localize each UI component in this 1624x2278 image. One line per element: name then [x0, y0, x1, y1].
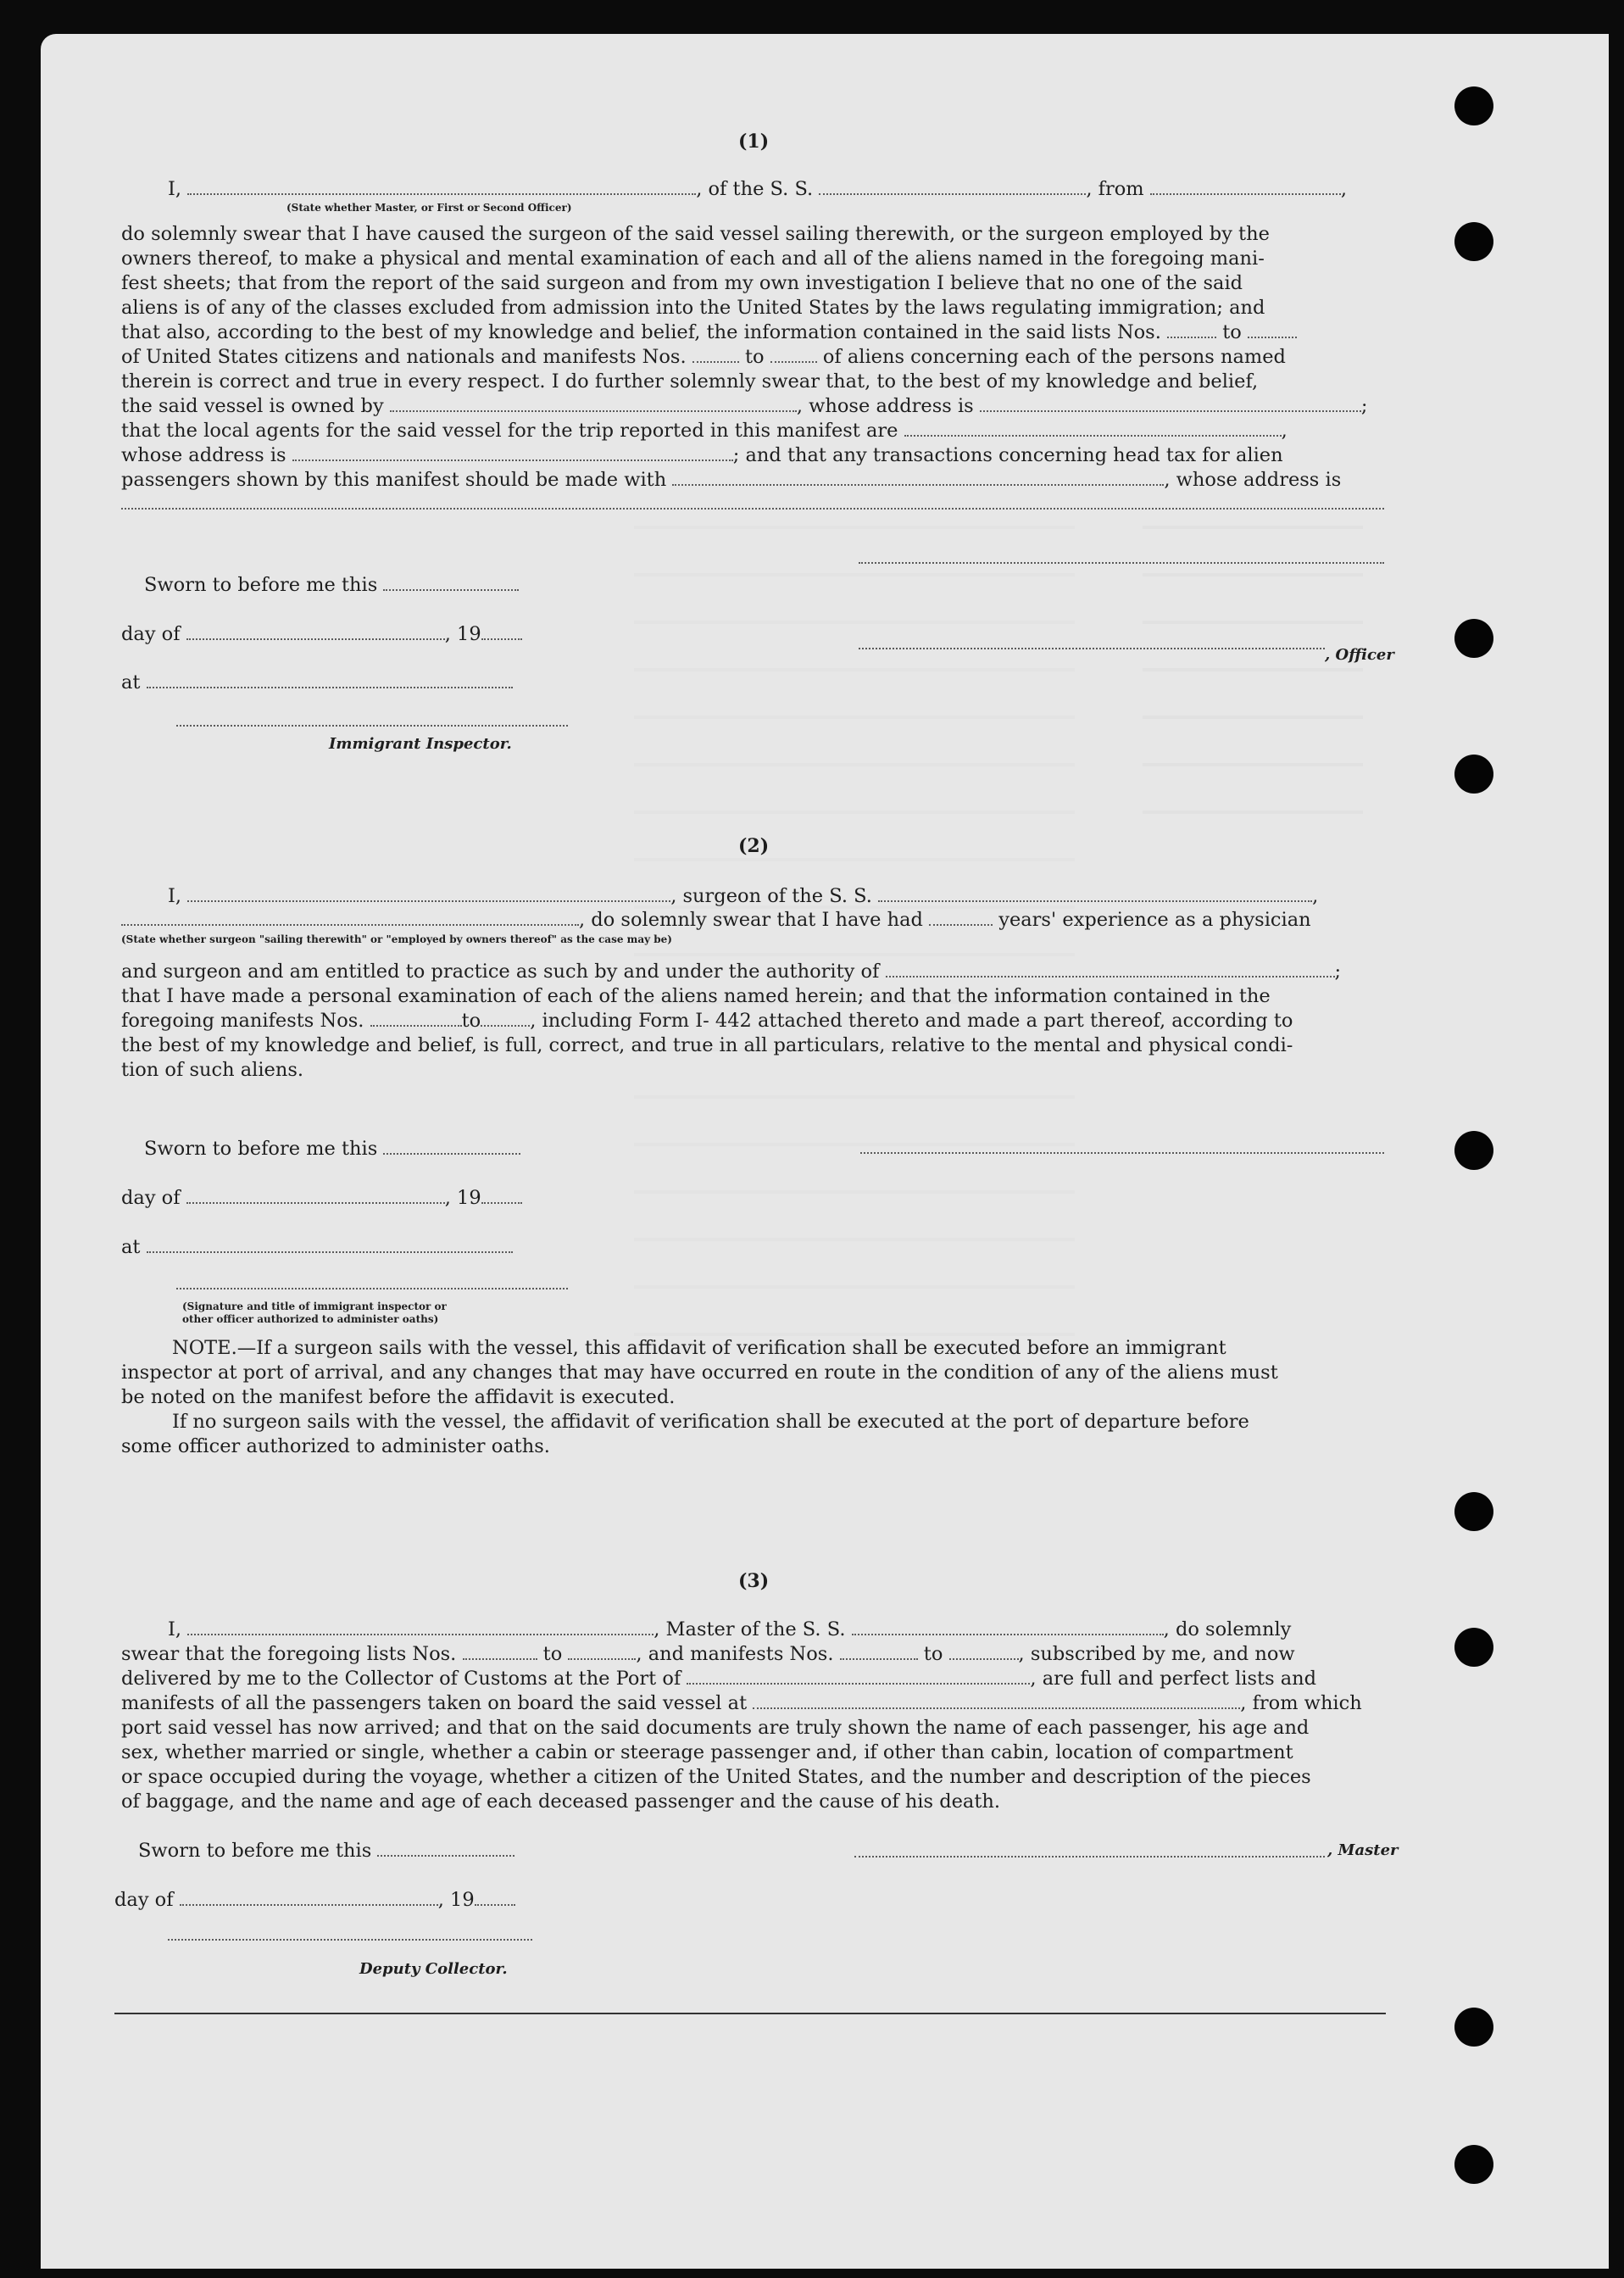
signature-title-note-2: other officer authorized to administer oaths) — [182, 1313, 439, 1325]
manifests-from-field[interactable] — [692, 346, 739, 363]
officer-label: , Officer — [1325, 646, 1394, 664]
year-field-2[interactable] — [481, 1187, 522, 1204]
section-2-body: and surgeon and am entitled to practice as such by and under the authority of ; that I have made a personal examination of each of the aliens named herein; and that the information contained in the foregoing manifests Nos. to , including Form I- 442 attached thereto and made a part thereof, according to the best of my knowledge and belief, is full, correct, and true in all particulars, relative to the mental and physical condi- tion of such aliens. — [121, 961, 1342, 1081]
day-of-field-3[interactable] — [180, 1889, 438, 1906]
owner-address-field[interactable] — [980, 395, 1361, 412]
sworn-date-field-3[interactable] — [377, 1840, 514, 1857]
master-vessel-field[interactable] — [852, 1618, 1164, 1635]
surgeon-manifests-to-field[interactable] — [481, 1010, 530, 1027]
sworn-date-field-2[interactable] — [383, 1138, 520, 1155]
surgeon-status-field[interactable] — [121, 909, 579, 926]
master-officer-note: (State whether Master, or First or Second Officer) — [286, 202, 572, 214]
section-1-day: day of , 19 — [121, 623, 522, 645]
local-agents-field[interactable] — [904, 420, 1282, 437]
punch-hole-3 — [1454, 619, 1493, 658]
section-3-body: I, , Master of the S. S. , do solemnly swear that the foregoing lists Nos. to , and manifests Nos. to , subscribed by me, and now delivered by me to the Collector of Customs at the Port of , are full and perfect lists and manifests of all the passengers taken on board the said vessel at , from which port said vessel has now arrived; and that on the said documents are truly shown the name of each passenger, his age and sex, whether married or single, whether a cabin or steerage passenger and, if other than cabin, location of compartment or space occupied during the voyage, whether a citizen of the United States, and the number and description of the pieces of baggage, and the name and age of each deceased passenger and the cause of his death. — [121, 1618, 1362, 1813]
day-of-field-2[interactable] — [186, 1187, 445, 1204]
deputy-collector-label: Deputy Collector. — [359, 1960, 508, 1978]
from-port-field[interactable] — [1150, 178, 1341, 195]
at-field-2[interactable] — [147, 1236, 513, 1253]
lists-from-field[interactable] — [1167, 321, 1216, 338]
year-field-1[interactable] — [481, 623, 522, 640]
section-3-day: day of , 19 — [114, 1889, 515, 1911]
immigrant-inspector-label: Immigrant Inspector. — [329, 735, 512, 753]
surgeon-name-field[interactable] — [187, 885, 670, 902]
head-tax-party-field[interactable] — [672, 469, 1164, 486]
punch-hole-8 — [1454, 2008, 1493, 2047]
year-field-3[interactable] — [475, 1889, 515, 1906]
section-3-number: (3) — [738, 1570, 770, 1592]
port-of-field[interactable] — [687, 1668, 1030, 1685]
master-manifests-to-field[interactable] — [949, 1643, 1019, 1660]
punch-hole-5 — [1454, 1131, 1493, 1170]
master-manifests-from-field[interactable] — [840, 1643, 918, 1660]
vessel-name-field[interactable] — [819, 178, 1086, 195]
bottom-rule — [114, 2013, 1386, 2014]
lists-to-field[interactable] — [1248, 321, 1297, 338]
signature-title-note-1: (Signature and title of immigrant inspector or — [182, 1301, 447, 1312]
punch-hole-1 — [1454, 86, 1493, 125]
section-1-number: (1) — [738, 131, 770, 153]
manifests-to-field[interactable] — [770, 346, 817, 363]
at-field-1[interactable] — [147, 671, 513, 688]
punch-hole-6 — [1454, 1492, 1493, 1531]
master-lists-from-field[interactable] — [463, 1643, 537, 1660]
embark-port-field[interactable] — [753, 1692, 1240, 1709]
surgeon-status-note: (State whether surgeon "sailing therewith" or "employed by owners thereof" as the case may be) — [121, 933, 672, 945]
bleed-through-texture — [634, 526, 1075, 1373]
section-2-sworn: Sworn to before me this — [144, 1138, 520, 1160]
agents-address-field[interactable] — [292, 444, 733, 461]
punch-hole-9 — [1454, 2145, 1493, 2184]
sworn-date-field-1[interactable] — [383, 574, 519, 591]
punch-hole-2 — [1454, 222, 1493, 261]
officer-signature-line[interactable] — [859, 561, 1384, 564]
bleed-through-texture — [1143, 526, 1363, 848]
master-signature-line[interactable] — [854, 1855, 1325, 1857]
master-lists-to-field[interactable] — [568, 1643, 636, 1660]
section-2-line-i: I, , surgeon of the S. S. , — [168, 885, 1319, 907]
master-label: , Master — [1327, 1841, 1399, 1859]
section-2-number: (2) — [738, 835, 770, 857]
surgeon-vessel-field[interactable] — [878, 885, 1312, 902]
deputy-signature-line[interactable] — [168, 1938, 532, 1941]
head-tax-address-field[interactable] — [121, 507, 1384, 510]
years-experience-field[interactable] — [929, 909, 993, 926]
inspector-signature-line[interactable] — [176, 724, 568, 727]
section-3-sworn: Sworn to before me this — [138, 1840, 514, 1862]
section-1-line-i: I, , of the S. S. , from , — [168, 178, 1347, 200]
punch-hole-7 — [1454, 1628, 1493, 1667]
section-1-at: at — [121, 671, 513, 693]
section-1-sworn: Sworn to before me this — [144, 574, 519, 596]
punch-hole-4 — [1454, 755, 1493, 794]
section-1-body: do solemnly swear that I have caused the surgeon of the said vessel sailing therewith, or the surgeon employed by the owners thereof, to make a physical and mental examination of each and all of the aliens named in the foregoing mani- fest sheets; that from the report of the said surgeon and from my own investigation I believe that no one of the said aliens is of any of the classes excluded from admission into the United States by the laws regulating immigration; and that also, according to the best of my knowledge and belief, the information contained in the said lists Nos. to of United States citizens and nationals and manifests Nos. to of aliens concerning each of the persons named therein is correct and true in every respect. I do further solemnly swear that, to the best of my knowledge and belief, the said vessel is owned by , whose address is ; that the local agents for the said vessel for the trip reported in this manifest are , whose address is ; and that any transactions concerning head tax for alien passengers shown by this manifest should be made with , whose address is — [121, 223, 1368, 491]
section-2-day: day of , 19 — [121, 1187, 522, 1209]
owner-field[interactable] — [390, 395, 797, 412]
section-2-at: at — [121, 1236, 513, 1258]
surgeon-signature-line[interactable] — [860, 1151, 1384, 1154]
master-name-field-3[interactable] — [187, 1618, 653, 1635]
day-of-field-1[interactable] — [186, 623, 445, 640]
section-2-line-swear: , do solemnly swear that I have had years' experience as a physician — [121, 909, 1311, 931]
master-name-field[interactable] — [187, 178, 696, 195]
authority-field[interactable] — [886, 961, 1335, 977]
inspector-signature-line-2[interactable] — [176, 1287, 568, 1289]
officer-title-line[interactable] — [859, 647, 1325, 649]
surgeon-note: NOTE.—If a surgeon sails with the vessel, this affidavit of verification shall be executed before an immigrant inspector at port of arrival, and any changes that may have occurred en route in the condition of any of the aliens must be noted on the manifest before the affidavit is executed. If no surgeon sails with the vessel, the affidavit of verification shall be executed at the port of departure before some officer authorized to administer oaths. — [121, 1337, 1278, 1457]
surgeon-manifests-from-field[interactable] — [370, 1010, 462, 1027]
manifest-sheet — [41, 34, 1609, 2269]
